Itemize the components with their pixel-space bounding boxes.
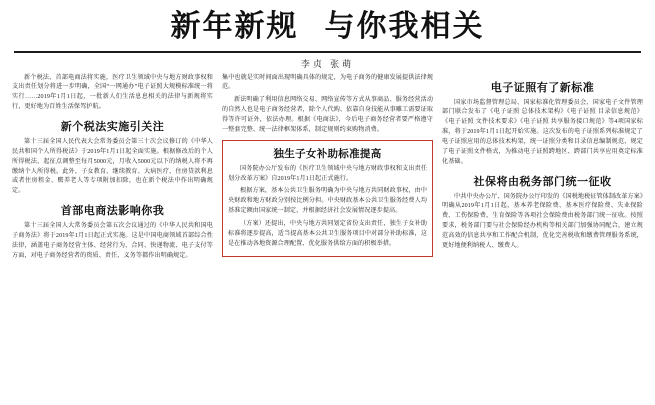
- section-heading: 社保将由税务部门统一征收: [473, 175, 612, 188]
- paragraph: 根据方案，基本公共卫生服务明确为中央与地方共同财政事权，由中央财政和地方财政分别按比例分担。中央财政基本公共卫生服务经费人均基准定额由国家统一制定，并根据经济社会发展情况逐步提高。: [227, 188, 428, 215]
- article-columns: [12, 74, 643, 265]
- paragraph: 集中也就是实时间面出现明确具体的规定，为电子商务的健康发展提供法律规范。: [221, 74, 434, 91]
- page-title-right: 与你我相关: [324, 10, 485, 43]
- column-middle: [222, 74, 433, 260]
- paragraph: 中共中央办公厅、国务院办公厅印发的《国税地税征管体制改革方案》明确从2019年1月1日起，基本养老保险费、基本医疗保险费、失业保险费、工伤保险费、生育保险等各项社会保险费由税务部门统一征收。按照要求，税务部门要与社会保险经办机构等相关部门加强协同配合，建立规范高效的信息共享和工作配合机制，优化完善税收和缴费管理服务系统，更好地便利纳税人、缴费人。: [442, 193, 643, 249]
- byline: 李贞 张萌: [300, 58, 355, 69]
- section-heading: 首部电商法影响你我: [60, 205, 165, 218]
- page-title: [12, 10, 643, 45]
- column-right: [442, 74, 643, 255]
- paragraph: 国务院办公厅发布的《医疗卫生领域中央与地方财政事权和支出责任划分改革方案》自2019年1月1日起正式施行。: [227, 165, 428, 182]
- highlight-box: [222, 140, 433, 257]
- section-heading: 新个税法实施引关注: [60, 120, 165, 133]
- column-left: [12, 74, 213, 265]
- page-title-left: 新年新规: [170, 10, 299, 43]
- paragraph: 第十三届全国人大常务委员会第五次会议通过的《中华人民共和国电子商务法》将于2019年1月1日起正式实施。这是中国电商领域首部综合性法律，涵盖电子商务经营主体、经营行为、合同、快递物流、电子支付等方面，对电子商务经营者的资质、责任、义务等都作出明确规定。: [12, 223, 213, 259]
- paragraph: 新法明确了利用信息网络交易、网络宣传等方式从事商品、服务经营活动的自然人也是电子商务经营者，除个人代购、依靠自身技能从事雕工需要证取得等许可证外，依法办理。根据《电商法》，今后电子商务经营者要严格遵守一整套完整、统一法律框架体系，制定规则约束购物消费。: [221, 97, 434, 133]
- paragraph: 国家市场监督管理总局、国家标准化管理委员会、国家电子文件管理部门联合发布了《电子证照 总体技术架构》《电子证照 目录信息规范》《电子证照 文件技术要求》《电子证照 共享服务接口规范》等4项国家标准，将于2019年1月1日起开始实施。这次发布的电子证照系列标准规定了电子证照应用的总体技术构架，统一证照分类和目录信息编制规范，规定了电子证照文件格式，为推动电子证照跨地区、跨部门共享应用奠定标准化基础。: [442, 99, 643, 165]
- paragraph: 第十三届全国人民代表大会常务委员会第三十次会议修订的《中华人民共和国个人所得税法》于2019年1月1日起全面实施。根据修改后的个人所得税法，起征点调整至每月5000元，月收入5000元以下的纳税人将不再缴纳个人所得税。此外，子女教育、继续教育、大病医疗、住房贷款利息或者住房租金、赡养老人等专项附加扣除，也在新个税法中作出明确规定。: [12, 138, 213, 195]
- paragraph: 新个税法、首部电商法将实施，医疗卫生领域中央与地方财政事权和支出责任划分将进一步明确，全国“一网通办”电子证照大规模标准统一将实行……2019年1月1日起，一批新人们生活息息相关的法律与新规将实行，更好地为百姓生活保驾护航。: [12, 74, 213, 111]
- highlight-box-heading: 独生子女补助标准提高: [273, 148, 382, 160]
- masthead-divider: [14, 51, 641, 53]
- section-heading: 电子证照有了新标准: [490, 81, 595, 94]
- paragraph: （方案）还提出，中央与地方共同划定省份支出责任，独生子女补助标准将逐步提高，适当提高基本公共卫生服务项目中对部分补助标准，这是在推动各地资源合理配置、优化服务供给方面的积极举措。: [227, 220, 428, 247]
- masthead: [12, 4, 643, 45]
